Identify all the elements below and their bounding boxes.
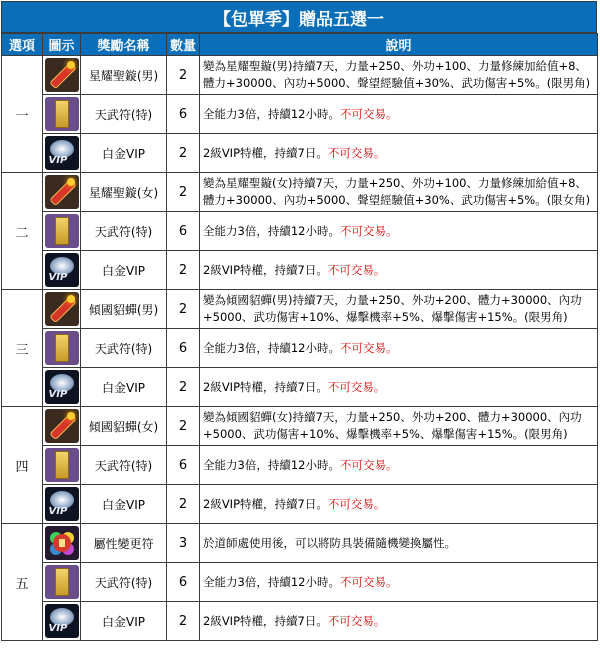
no-trade-note: 不可交易。 <box>339 457 398 472</box>
no-trade-note: 不可交易。 <box>339 340 398 355</box>
no-trade-note: 不可交易。 <box>339 574 398 589</box>
item-quantity: 6 <box>167 446 200 485</box>
item-description: 變為星耀聖鏇(女)持續7天，力量+250、外功+100、力量修練加給值+8、體力+30000、內功+5000、聲望經驗值+30%、武功傷害+5%。(限女角) <box>203 176 591 207</box>
page-title: 【包單季】贈品五選一 <box>1 1 597 33</box>
item-quantity: 2 <box>167 173 200 212</box>
no-trade-note: 不可交易。 <box>327 613 386 628</box>
vip-icon <box>45 487 79 521</box>
no-trade-note: 不可交易。 <box>327 262 386 277</box>
header-description: 說明 <box>200 34 598 56</box>
no-trade-note: 不可交易。 <box>327 145 386 160</box>
header-icon: 圖示 <box>43 34 81 56</box>
vip-icon <box>45 253 79 287</box>
item-description-cell <box>200 329 598 368</box>
reward-table-container <box>1 1 597 641</box>
item-description-cell <box>200 524 598 563</box>
header-option: 選項 <box>2 34 43 56</box>
item-quantity: 6 <box>167 329 200 368</box>
table-row <box>2 56 598 95</box>
item-icon-cell <box>43 524 81 563</box>
vip-icon <box>45 136 79 170</box>
item-description: 全能力3倍，持續12小時。 <box>203 340 340 355</box>
item-quantity: 6 <box>167 563 200 602</box>
no-trade-note: 不可交易。 <box>339 106 398 121</box>
talisman-icon <box>45 97 79 131</box>
item-description: 2級VIP特權，持續7日。 <box>203 262 328 277</box>
talisman-icon <box>45 214 79 248</box>
item-description: 2級VIP特權，持續7日。 <box>203 613 328 628</box>
item-description-cell <box>200 485 598 524</box>
item-icon-cell <box>43 602 81 641</box>
attribute-orb-icon <box>45 526 79 560</box>
table-row <box>2 212 598 251</box>
item-name: 天武符(特) <box>81 446 167 485</box>
item-name: 白金VIP <box>81 134 167 173</box>
item-quantity: 2 <box>167 602 200 641</box>
option-label: 三 <box>2 290 43 407</box>
talisman-icon <box>45 565 79 599</box>
table-row <box>2 368 598 407</box>
item-icon-cell <box>43 446 81 485</box>
vip-icon <box>45 370 79 404</box>
item-description: 變為傾國貂蟬(女)持續7天，力量+250、外功+200、體力+30000、內功+5000、武功傷害+10%、爆擊機率+5%、爆擊傷害+15%。(限男角) <box>203 410 582 441</box>
item-icon-cell <box>43 251 81 290</box>
item-description-cell <box>200 251 598 290</box>
item-name: 星耀聖鏇(女) <box>81 173 167 212</box>
item-name: 白金VIP <box>81 251 167 290</box>
item-description-cell <box>200 290 598 329</box>
item-description: 全能力3倍，持續12小時。 <box>203 574 340 589</box>
table-row <box>2 485 598 524</box>
item-quantity: 6 <box>167 95 200 134</box>
table-row <box>2 173 598 212</box>
item-description-cell <box>200 56 598 95</box>
item-icon-cell <box>43 95 81 134</box>
table-row <box>2 407 598 446</box>
item-description-cell <box>200 95 598 134</box>
item-name: 白金VIP <box>81 368 167 407</box>
item-description: 全能力3倍，持續12小時。 <box>203 106 340 121</box>
item-description-cell <box>200 134 598 173</box>
table-row <box>2 602 598 641</box>
item-icon-cell <box>43 212 81 251</box>
table-row <box>2 290 598 329</box>
item-name: 天武符(特) <box>81 95 167 134</box>
item-quantity: 2 <box>167 251 200 290</box>
firecracker-icon <box>45 409 79 443</box>
item-icon-cell <box>43 56 81 95</box>
option-label: 一 <box>2 56 43 173</box>
item-description-cell <box>200 212 598 251</box>
item-icon-cell <box>43 134 81 173</box>
option-label: 四 <box>2 407 43 524</box>
item-name: 白金VIP <box>81 485 167 524</box>
item-description-cell <box>200 407 598 446</box>
item-icon-cell <box>43 329 81 368</box>
item-name: 白金VIP <box>81 602 167 641</box>
table-row <box>2 563 598 602</box>
table-row <box>2 251 598 290</box>
item-description: 變為傾國貂蟬(男)持續7天，力量+250、外功+200、體力+30000、內功+5000、武功傷害+10%、爆擊機率+5%、爆擊傷害+15%。(限男角) <box>203 293 582 324</box>
item-name: 天武符(特) <box>81 329 167 368</box>
item-description: 全能力3倍，持續12小時。 <box>203 457 340 472</box>
header-reward-name: 獎勵名稱 <box>81 34 167 56</box>
no-trade-note: 不可交易。 <box>339 223 398 238</box>
item-icon-cell <box>43 485 81 524</box>
item-icon-cell <box>43 563 81 602</box>
item-name: 屬性變更符 <box>81 524 167 563</box>
item-description: 於道師處使用後，可以將防具裝備隨機變換屬性。 <box>203 535 456 550</box>
item-quantity: 2 <box>167 56 200 95</box>
vip-icon <box>45 604 79 638</box>
no-trade-note: 不可交易。 <box>327 496 386 511</box>
item-quantity: 3 <box>167 524 200 563</box>
item-description: 變為星耀聖鏇(男)持續7天，力量+250、外功+100、力量修練加給值+8、體力+30000、內功+5000、聲望經驗值+30%、武功傷害+5%。(限男角) <box>203 59 591 90</box>
firecracker-icon <box>45 58 79 92</box>
option-label: 二 <box>2 173 43 290</box>
item-name: 天武符(特) <box>81 563 167 602</box>
header-quantity: 數量 <box>167 34 200 56</box>
talisman-icon <box>45 331 79 365</box>
table-row <box>2 446 598 485</box>
item-name: 傾國貂蟬(女) <box>81 407 167 446</box>
talisman-icon <box>45 448 79 482</box>
firecracker-icon <box>45 175 79 209</box>
firecracker-icon <box>45 292 79 326</box>
item-icon-cell <box>43 173 81 212</box>
item-description-cell <box>200 563 598 602</box>
item-name: 星耀聖鏇(男) <box>81 56 167 95</box>
item-icon-cell <box>43 407 81 446</box>
item-icon-cell <box>43 368 81 407</box>
item-name: 傾國貂蟬(男) <box>81 290 167 329</box>
table-row <box>2 134 598 173</box>
item-description-cell <box>200 173 598 212</box>
item-description: 2級VIP特權，持續7日。 <box>203 379 328 394</box>
item-description-cell <box>200 446 598 485</box>
table-row <box>2 524 598 563</box>
item-quantity: 2 <box>167 368 200 407</box>
item-description-cell <box>200 368 598 407</box>
option-label: 五 <box>2 524 43 641</box>
item-description: 全能力3倍，持續12小時。 <box>203 223 340 238</box>
table-row <box>2 329 598 368</box>
no-trade-note: 不可交易。 <box>327 379 386 394</box>
item-description: 2級VIP特權，持續7日。 <box>203 496 328 511</box>
item-name: 天武符(特) <box>81 212 167 251</box>
item-description-cell <box>200 602 598 641</box>
item-description: 2級VIP特權，持續7日。 <box>203 145 328 160</box>
item-quantity: 2 <box>167 134 200 173</box>
header-row <box>2 34 598 56</box>
item-quantity: 2 <box>167 485 200 524</box>
item-icon-cell <box>43 290 81 329</box>
reward-table <box>1 33 598 641</box>
item-quantity: 6 <box>167 212 200 251</box>
item-quantity: 2 <box>167 290 200 329</box>
table-row <box>2 95 598 134</box>
item-quantity: 2 <box>167 407 200 446</box>
